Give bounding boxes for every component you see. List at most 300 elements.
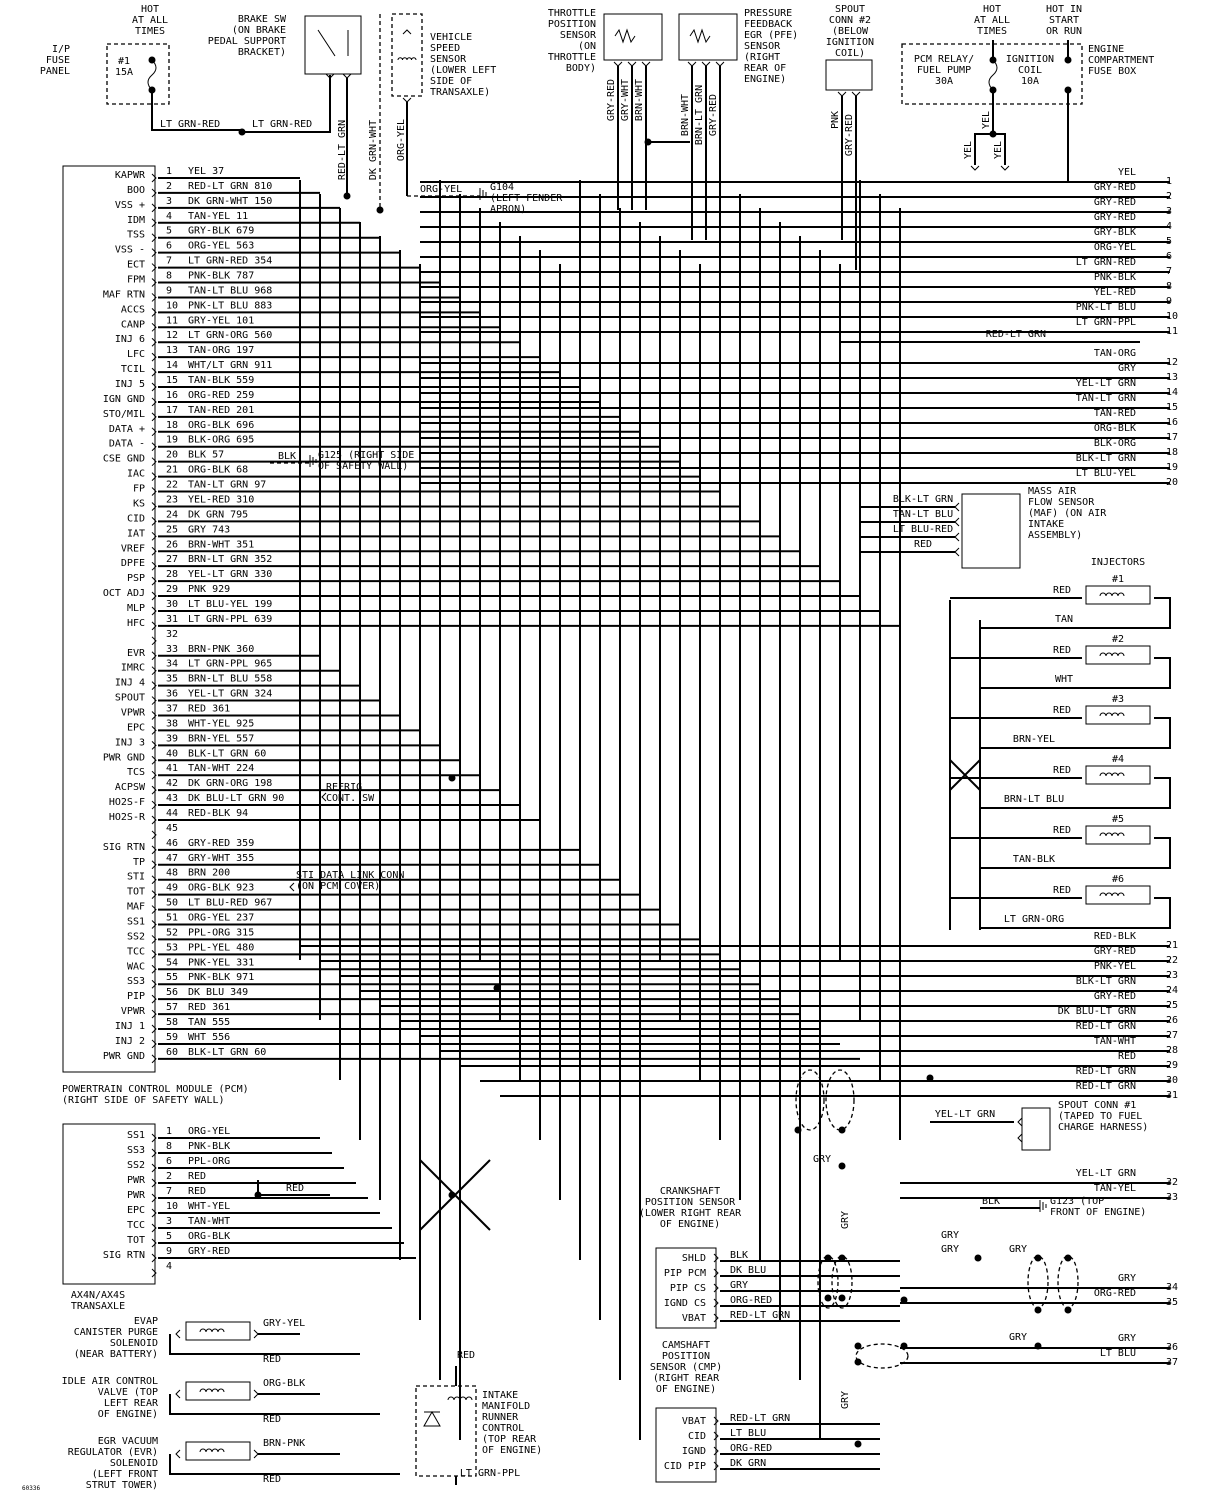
- wire-label: LT GRN-PPL: [459, 1468, 521, 1479]
- splice-dot: [449, 775, 456, 782]
- pcm-pin-13: 13: [166, 345, 179, 357]
- pcm-wire-12: LT GRN-ORG 560: [188, 330, 273, 342]
- pcm-pin-23: 23: [166, 494, 179, 506]
- terminal-6: 6: [1166, 251, 1173, 262]
- pcm-pin-8: 8: [166, 270, 173, 282]
- ip-fuse-rating: #1 15A: [114, 56, 134, 78]
- pcm-pin-35: 35: [166, 673, 179, 685]
- right-wire-label: LT BLU: [1099, 1348, 1136, 1359]
- pcm-signal-49: TOT: [126, 886, 145, 898]
- pcm-wire-44: RED-BLK 94: [188, 807, 249, 819]
- pcm-wire-26: BRN-WHT 351: [188, 539, 255, 551]
- right-wire-label: GRY-RED: [1093, 991, 1136, 1002]
- transaxle-pin: 4: [166, 1261, 173, 1272]
- pcm-signal-30: MLP: [126, 602, 145, 614]
- terminal-25: 25: [1166, 1000, 1179, 1011]
- transaxle-wire-label: WHT-YEL: [188, 1201, 231, 1212]
- pcm-signal-13: LFC: [126, 349, 145, 361]
- pcm-pin-19: 19: [166, 434, 179, 446]
- pcm-pin-18: 18: [166, 419, 179, 431]
- maf-wire-label: LT BLU-RED: [892, 524, 954, 535]
- cmp-pin-label: VBAT: [681, 1416, 706, 1427]
- pcm-signal-57: VPWR: [120, 1006, 145, 1018]
- pcm-signal-41: TCS: [126, 767, 145, 779]
- pcm-wire-52: PPL-ORG 315: [188, 927, 255, 939]
- pcm-signal-34: IMRC: [120, 662, 145, 674]
- terminal-37: 37: [1166, 1357, 1179, 1368]
- right-wire-label: YEL-LT GRN: [1075, 378, 1136, 389]
- terminal-2: 2: [1166, 191, 1173, 202]
- right-wire-label: BLK-ORG: [1093, 438, 1136, 449]
- pcm-wire-21: ORG-BLK 68: [188, 464, 249, 476]
- pcm-pin-16: 16: [166, 389, 179, 401]
- pcm-signal-12: INJ 6: [114, 334, 145, 346]
- tps-box: [604, 14, 662, 60]
- pcm-wire-8: PNK-BLK 787: [188, 270, 255, 282]
- vertical-wire-label: YEL: [993, 140, 1004, 160]
- gry-wire-label: GRY: [940, 1230, 960, 1241]
- transaxle-label: AX4N/AX4S TRANSAXLE: [70, 1290, 126, 1312]
- right-wire-label: YEL-RED: [1093, 287, 1136, 298]
- ckp-pin-label: IGND CS: [663, 1298, 706, 1309]
- terminal-24: 24: [1166, 985, 1179, 996]
- pcm-pin-4: 4: [166, 210, 173, 222]
- spout1-label: SPOUT CONN #1 (TAPED TO FUEL CHARGE HARNESS): [1058, 1100, 1149, 1133]
- vertical-wire-label: BRN-WHT: [680, 93, 691, 137]
- injector-wire-label: RED: [1052, 705, 1072, 716]
- pcm-signal-14: TCIL: [120, 364, 145, 376]
- transaxle-pin: 3: [166, 1216, 173, 1227]
- vss-label: VEHICLE SPEED SENSOR (LOWER LEFT SIDE OF TRANSAXLE): [430, 32, 497, 98]
- pcm-signal-31: HFC: [126, 617, 145, 629]
- terminal-9: 9: [1166, 296, 1173, 307]
- pcm-pin-28: 28: [166, 569, 179, 581]
- refrig-label: REFRIG CONT. SW: [326, 782, 375, 804]
- pcm-wire-10: PNK-LT BLU 883: [188, 300, 273, 312]
- splice-dot: [825, 1295, 832, 1302]
- splice-dot: [855, 1359, 862, 1366]
- vertical-wire-label: RED-LT GRN: [337, 119, 348, 181]
- vertical-wire-label: BRN-LT GRN: [694, 84, 705, 146]
- pcm-wire-28: YEL-LT GRN 330: [188, 569, 273, 581]
- pcm-signal-27: DPFE: [120, 558, 145, 570]
- solenoid-wire-label: RED: [263, 1474, 282, 1485]
- pcm-wire-1: YEL 37: [188, 166, 225, 177]
- transaxle-wire-label: TAN-WHT: [188, 1216, 231, 1227]
- pcm-signal-9: MAF RTN: [102, 289, 145, 301]
- pcm-signal-54: WAC: [126, 961, 145, 973]
- right-wire-label: YEL: [1117, 167, 1136, 178]
- terminal-11: 11: [1166, 326, 1179, 337]
- terminal-10: 10: [1166, 311, 1179, 322]
- wire-label: BLK: [278, 451, 297, 462]
- pcm-wire-3: DK GRN-WHT 150: [188, 195, 273, 207]
- pcm-signal-26: VREF: [120, 543, 145, 555]
- sti-label: STI DATA LINK CONN (ON PCM COVER): [296, 870, 405, 892]
- pcm-signal-15: INJ 5: [114, 379, 145, 391]
- terminal-31: 31: [1166, 1090, 1179, 1101]
- transaxle-signal: SIG RTN: [102, 1250, 145, 1261]
- pcm-pin-54: 54: [166, 957, 179, 969]
- pcm-wire-2: RED-LT GRN 810: [188, 180, 273, 192]
- pcm-wire-41: TAN-WHT 224: [188, 763, 255, 775]
- brake-switch-box: [305, 16, 361, 74]
- transaxle-wire-label: ORG-YEL: [188, 1126, 231, 1137]
- transaxle-wire-label: GRY-RED: [188, 1246, 231, 1257]
- pcm-pin-33: 33: [166, 643, 179, 655]
- pcm-signal-42: ACPSW: [114, 782, 145, 794]
- pcm-signal-39: INJ 3: [114, 737, 145, 749]
- injector-number: #6: [1111, 874, 1125, 885]
- pcm-wire-6: ORG-YEL 563: [188, 240, 255, 252]
- brake-switch-label: BRAKE SW (ON BRAKE PEDAL SUPPORT BRACKET): [207, 14, 286, 58]
- right-wire-label: RED-LT GRN: [1075, 1081, 1136, 1092]
- splice-dot: [839, 1127, 846, 1134]
- splice-dot: [825, 1255, 832, 1262]
- pcm-wire-14: WHT/LT GRN 911: [188, 360, 273, 372]
- splice-dot: [1065, 1307, 1072, 1314]
- right-wire-label: GRY: [1117, 1333, 1136, 1344]
- splice-dot: [927, 1075, 934, 1082]
- pcm-title: POWERTRAIN CONTROL MODULE (PCM): [62, 1084, 249, 1095]
- cmp-wire-label: DK GRN: [730, 1458, 767, 1469]
- pcm-signal-25: IAT: [126, 528, 145, 540]
- pcm-pin-31: 31: [166, 613, 179, 625]
- ckp-wire-label: BLK: [730, 1250, 749, 1261]
- pcm-wire-46: GRY-RED 359: [188, 837, 255, 849]
- injector-number: #2: [1111, 634, 1125, 645]
- pcm-wire-60: BLK-LT GRN 60: [188, 1046, 267, 1058]
- pcm-pin-47: 47: [166, 852, 179, 864]
- maf-label: MASS AIR FLOW SENSOR (MAF) (ON AIR INTAKE ASSEMBLY): [1028, 486, 1107, 541]
- right-wire-label: DK BLU-LT GRN: [1057, 1006, 1136, 1017]
- wire-label: ORG-YEL: [420, 184, 463, 195]
- injector-wire-label: RED: [1052, 585, 1072, 596]
- terminal-1: 1: [1166, 176, 1173, 187]
- right-wire-label: LT BLU-YEL: [1075, 468, 1136, 479]
- pcm-signal-47: TP: [132, 856, 145, 868]
- transaxle-signal: EPC: [126, 1205, 145, 1216]
- pcm-wire-7: LT GRN-RED 354: [188, 255, 273, 267]
- pcm-subtitle: (RIGHT SIDE OF SAFETY WALL): [62, 1095, 225, 1106]
- pcm-pin-36: 36: [166, 688, 179, 700]
- pcm-pin-49: 49: [166, 882, 179, 894]
- injector-wire-label: TAN: [1054, 614, 1074, 625]
- pcm-pin-10: 10: [166, 300, 179, 312]
- solenoid-wire-label: RED: [263, 1354, 282, 1365]
- cmp-wire-label: ORG-RED: [730, 1443, 773, 1454]
- pcm-wire-13: TAN-ORG 197: [188, 345, 255, 357]
- terminal-28: 28: [1166, 1045, 1179, 1056]
- splice-dot: [494, 985, 501, 992]
- pcm-pin-7: 7: [166, 255, 173, 267]
- injector-wire-label: BRN-YEL: [1012, 734, 1056, 745]
- pcm-wire-34: LT GRN-PPL 965: [188, 658, 273, 670]
- pcm-wire-19: BLK-ORG 695: [188, 434, 255, 446]
- tps-label: THROTTLE POSITION SENSOR (ON THROTTLE BODY): [547, 8, 596, 74]
- pcm-signal-52: SS2: [126, 931, 145, 943]
- right-wire-label: BLK-LT GRN: [1075, 453, 1136, 464]
- figure-id: 60336: [22, 1485, 41, 1492]
- pcm-wire-40: BLK-LT GRN 60: [188, 748, 267, 760]
- pcm-signal-29: OCT ADJ: [102, 588, 145, 600]
- engine-fuse-box-label: ENGINE COMPARTMENT FUSE BOX: [1088, 44, 1155, 77]
- pcm-pin-14: 14: [166, 360, 179, 372]
- right-wire-label: TAN-WHT: [1093, 1036, 1136, 1047]
- gry-wire-label: GRY: [940, 1244, 960, 1255]
- vertical-wire-label: YEL: [963, 140, 974, 160]
- gry-wire-label: GRY: [840, 1210, 851, 1230]
- pcm-pin-39: 39: [166, 733, 179, 745]
- pcm-pin-21: 21: [166, 464, 179, 476]
- pcm-pin-6: 6: [166, 240, 173, 252]
- wire-label: LT GRN-RED: [252, 119, 313, 130]
- pcm-wire-25: GRY 743: [188, 524, 231, 536]
- pcm-signal-48: STI: [126, 871, 145, 883]
- pcm-signal-56: PIP: [126, 991, 145, 1003]
- transaxle-wire-label: PNK-BLK: [188, 1141, 231, 1152]
- pcm-pin-57: 57: [166, 1002, 179, 1014]
- pcm-pin-41: 41: [166, 763, 179, 775]
- pcm-pin-5: 5: [166, 225, 173, 237]
- injector-wire-label: RED: [1052, 825, 1072, 836]
- splice-dot: [855, 1441, 862, 1448]
- vertical-wire-label: YEL: [981, 110, 992, 130]
- pcm-signal-40: PWR GND: [102, 752, 145, 764]
- pcm-pin-29: 29: [166, 584, 179, 596]
- pcm-wire-29: PNK 929: [188, 584, 231, 596]
- pcm-pin-53: 53: [166, 942, 179, 954]
- pcm-pin-26: 26: [166, 539, 179, 551]
- pcm-pin-58: 58: [166, 1017, 179, 1029]
- pcm-wire-38: WHT-YEL 925: [188, 718, 255, 730]
- pcm-pin-40: 40: [166, 748, 179, 760]
- ip-fuse-hot-label: HOT AT ALL TIMES: [131, 4, 169, 37]
- terminal-19: 19: [1166, 462, 1179, 473]
- ckp-wire-label: RED-LT GRN: [730, 1310, 791, 1321]
- maf-wire-label: BLK-LT GRN: [892, 494, 954, 505]
- pcm-signal-37: VPWR: [120, 707, 145, 719]
- solenoid-wire-label: BRN-PNK: [263, 1438, 306, 1449]
- wire-label: RED: [456, 1350, 476, 1361]
- terminal-30: 30: [1166, 1075, 1179, 1086]
- terminal-23: 23: [1166, 970, 1179, 981]
- pcm-pin-55: 55: [166, 972, 179, 984]
- solenoid-label: EVAP CANISTER PURGE SOLENOID (NEAR BATTERY): [73, 1316, 158, 1360]
- pcm-signal-16: IGN GND: [102, 393, 145, 405]
- pcm-signal-2: BOO: [126, 184, 145, 196]
- g125-label: G125 (RIGHT SIDE OF SAFETY WALL): [318, 450, 415, 472]
- pcm-signal-22: FP: [132, 483, 145, 495]
- right-wire-label: PNK-BLK: [1093, 272, 1136, 283]
- transaxle-pin: 2: [166, 1171, 173, 1182]
- pcm-wire-17: TAN-RED 201: [188, 404, 255, 416]
- right-wire-label: GRY-RED: [1093, 182, 1136, 193]
- pcm-pin-44: 44: [166, 807, 179, 819]
- pcm-pin-25: 25: [166, 524, 179, 536]
- pcm-pin-9: 9: [166, 285, 173, 297]
- pcm-pin-59: 59: [166, 1031, 179, 1043]
- terminal-8: 8: [1166, 281, 1173, 292]
- right-wire-label: GRY: [1117, 363, 1136, 374]
- pfe-sensor-box: [679, 14, 737, 60]
- pcm-signal-55: SS3: [126, 976, 145, 988]
- terminal-32: 32: [1166, 1177, 1179, 1188]
- right-wire-label: RED-LT GRN: [985, 329, 1046, 340]
- terminal-16: 16: [1166, 417, 1179, 428]
- splice-dot: [855, 1343, 862, 1350]
- splice-dot: [377, 207, 384, 214]
- pcm-pin-20: 20: [166, 449, 179, 461]
- pcm-signal-28: PSP: [126, 573, 145, 585]
- pcm-wire-24: DK GRN 795: [188, 509, 249, 521]
- pcm-wire-56: DK BLU 349: [188, 987, 249, 999]
- splice-dot: [1065, 1255, 1072, 1262]
- right-wire-label: GRY-RED: [1093, 197, 1136, 208]
- pcm-pin-37: 37: [166, 703, 179, 715]
- injector-wire-label: TAN-BLK: [1012, 854, 1056, 865]
- terminal-18: 18: [1166, 447, 1179, 458]
- vertical-wire-label: DK GRN-WHT: [368, 119, 379, 181]
- terminal-21: 21: [1166, 940, 1179, 951]
- pcm-signal-1: KAPWR: [114, 170, 145, 181]
- pcm-wire-54: PNK-YEL 331: [188, 957, 255, 969]
- terminal-22: 22: [1166, 955, 1179, 966]
- solenoid-label: EGR VACUUM REGULATOR (EVR) SOLENOID (LEFT FRONT STRUT TOWER): [67, 1436, 158, 1491]
- injector-wire-label: RED: [1052, 885, 1072, 896]
- pcm-signal-50: MAF: [126, 901, 145, 913]
- terminal-27: 27: [1166, 1030, 1179, 1041]
- transaxle-signal: PWR: [126, 1175, 145, 1186]
- pcm-pin-48: 48: [166, 867, 179, 879]
- cmp-pin-label: IGND: [681, 1446, 706, 1457]
- transaxle-signal: TCC: [126, 1220, 145, 1231]
- transaxle-pin: 10: [166, 1201, 179, 1212]
- pcm-pin-42: 42: [166, 778, 179, 790]
- vertical-wire-label: BRN-WHT: [634, 78, 645, 122]
- terminal-5: 5: [1166, 236, 1173, 247]
- ckp-wire-label: ORG-RED: [730, 1295, 773, 1306]
- spout1-box: [1022, 1108, 1050, 1150]
- transaxle-pin: 7: [166, 1186, 173, 1197]
- pcm-wire-33: BRN-PNK 360: [188, 643, 255, 655]
- injector-wire-label: RED: [1052, 645, 1072, 656]
- transaxle-signal: SS2: [126, 1160, 145, 1171]
- terminal-36: 36: [1166, 1342, 1179, 1353]
- pcm-signal-38: EPC: [126, 722, 145, 734]
- maf-sensor-box: [962, 494, 1020, 568]
- pcm-pin-11: 11: [166, 315, 179, 327]
- spout2-label: SPOUT CONN #2 (BELOW IGNITION COIL): [825, 4, 875, 59]
- pcm-wire-57: RED 361: [188, 1002, 231, 1014]
- maf-wire-label: TAN-LT BLU: [892, 509, 954, 520]
- pcm-signal-7: ECT: [126, 259, 145, 271]
- ckp-wire-label: DK BLU: [730, 1265, 767, 1276]
- pcm-pin-12: 12: [166, 330, 179, 342]
- g104-label: G104 (LEFT FENDER APRON): [490, 182, 563, 215]
- solenoid-wire-label: GRY-YEL: [263, 1318, 306, 1329]
- transaxle-pin: 1: [166, 1126, 173, 1137]
- transaxle-signal: PWR: [126, 1190, 145, 1201]
- pcm-wire-31: LT GRN-PPL 639: [188, 613, 273, 625]
- right-wire-label: LT GRN-RED: [1075, 257, 1136, 268]
- pcm-pin-52: 52: [166, 927, 179, 939]
- vertical-wire-label: ORG-YEL: [396, 118, 407, 162]
- transaxle-wire-label: ORG-BLK: [188, 1231, 231, 1242]
- pcm-pin-34: 34: [166, 658, 179, 670]
- pcm-signal-46: SIG RTN: [102, 841, 145, 853]
- pcm-pin-56: 56: [166, 987, 179, 999]
- pcm-wire-36: YEL-LT GRN 324: [188, 688, 273, 700]
- vertical-wire-label: GRY-RED: [708, 93, 719, 137]
- right-wire-label: TAN-LT GRN: [1075, 393, 1136, 404]
- pcm-pin-38: 38: [166, 718, 179, 730]
- spout2-box: [826, 60, 872, 90]
- cmp-label: CAMSHAFT POSITION SENSOR (CMP) (RIGHT REAR OF ENGINE): [649, 1340, 723, 1395]
- terminal-20: 20: [1166, 477, 1179, 488]
- injector-number: #3: [1111, 694, 1125, 705]
- pcm-pin-22: 22: [166, 479, 179, 491]
- pcm-wire-18: ORG-BLK 696: [188, 419, 255, 431]
- pcm-pin-27: 27: [166, 554, 179, 566]
- pcm-pin-45: 45: [166, 822, 179, 834]
- vertical-wire-label: PNK: [830, 110, 841, 130]
- terminal-35: 35: [1166, 1297, 1179, 1308]
- injectors-title: INJECTORS: [1090, 557, 1146, 568]
- pcm-signal-24: CID: [126, 513, 145, 525]
- pcm-wire-55: PNK-BLK 971: [188, 972, 255, 984]
- pcm-wire-50: LT BLU-RED 967: [188, 897, 273, 909]
- pcm-wire-30: LT BLU-YEL 199: [188, 598, 273, 610]
- pcm-wire-16: ORG-RED 259: [188, 389, 255, 401]
- pcm-pin-30: 30: [166, 598, 179, 610]
- pcm-pin-17: 17: [166, 404, 179, 416]
- splice-dot: [1035, 1307, 1042, 1314]
- pcm-pin-43: 43: [166, 793, 179, 805]
- pcm-wire-23: YEL-RED 310: [188, 494, 255, 506]
- pcm-signal-59: INJ 2: [114, 1035, 145, 1047]
- terminal-15: 15: [1166, 402, 1179, 413]
- wire-label: RED: [286, 1183, 305, 1194]
- right-wire-label: RED-LT GRN: [1075, 1066, 1136, 1077]
- solenoid-wire-label: RED: [263, 1414, 282, 1425]
- g123-label: G123 (TOP FRONT OF ENGINE): [1050, 1196, 1147, 1218]
- pcm-signal-3: VSS +: [114, 199, 145, 211]
- right-wire-label: RED-LT GRN: [1075, 1021, 1136, 1032]
- pcm-pin-46: 46: [166, 837, 179, 849]
- right-wire-label: BLK-LT GRN: [1075, 976, 1136, 987]
- transaxle-pin: 6: [166, 1156, 173, 1167]
- ip-fuse-panel-label: I/P FUSE PANEL: [39, 44, 70, 77]
- right-wire-label: TAN-ORG: [1093, 348, 1136, 359]
- pcm-pin-32: 32: [166, 628, 179, 640]
- pcm-signal-8: FPM: [126, 274, 145, 286]
- pcm-wire-22: TAN-LT GRN 97: [188, 479, 267, 491]
- splice-dot: [795, 1127, 802, 1134]
- ckp-label: CRANKSHAFT POSITION SENSOR (LOWER RIGHT REAR OF ENGINE): [638, 1186, 742, 1230]
- pcm-wire-20: BLK 57: [188, 449, 225, 461]
- splice-dot: [839, 1255, 846, 1262]
- pcm-signal-17: STO/MIL: [102, 408, 145, 420]
- terminal-12: 12: [1166, 357, 1179, 368]
- pcm-wire-43: DK BLU-LT GRN 90: [188, 793, 285, 805]
- right-wire-label: TAN-YEL: [1093, 1183, 1136, 1194]
- transaxle-wire-label: RED: [188, 1186, 207, 1197]
- splice-dot: [449, 1192, 456, 1199]
- wire-label: YEL-LT GRN: [934, 1109, 996, 1120]
- terminal-26: 26: [1166, 1015, 1179, 1026]
- vertical-wire-label: GRY-WHT: [620, 78, 631, 122]
